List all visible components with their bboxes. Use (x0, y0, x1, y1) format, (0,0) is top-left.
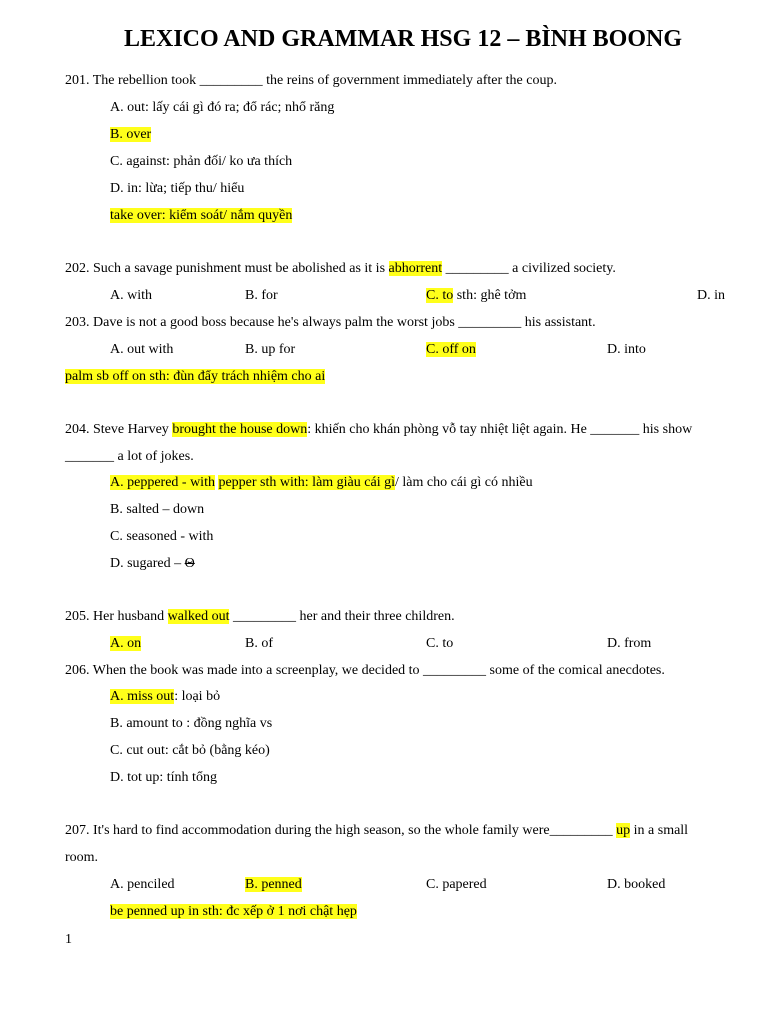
q207-option-b: B. penned (245, 877, 302, 892)
q205-stem: 205. Her husband walked out _________ her and their three children. (65, 609, 455, 624)
q207-stem-line2: room. (65, 850, 99, 865)
q206-option-c: C. cut out: cắt bỏ (bằng kéo) (110, 743, 270, 758)
q207-note: be penned up in sth: đc xếp ở 1 nơi chật hẹp (110, 904, 357, 919)
q204-option-a: A. peppered - with pepper sth with: làm giàu cái gì/ làm cho cái gì có nhiều (110, 475, 533, 490)
q202-stem: 202. Such a savage punishment must be abolished as it is abhorrent _________ a civilized society. (65, 261, 616, 276)
q203-option-b: B. up for (245, 342, 296, 357)
q207-stem-line1: 207. It's hard to find accommodation during the high season, so the whole family were_________ up in a small (65, 823, 689, 838)
q201-stem: 201. The rebellion took _________ the reins of government immediately after the coup. (65, 73, 557, 88)
q204-stem-line1: 204. Steve Harvey brought the house down: khiến cho khán phòng vỗ tay nhiệt liệt again. He _______ his show (65, 422, 693, 437)
q206-option-a: A. miss out: loại bỏ (110, 689, 221, 704)
q203-stem: 203. Dave is not a good boss because he's always palm the worst jobs _________ his assistant. (65, 315, 596, 330)
q204-stem-highlight: brought the house down (172, 422, 308, 437)
q203-option-c: C. off on (426, 342, 476, 357)
q207-option-a: A. penciled (110, 877, 175, 892)
q203-note: palm sb off on sth: đùn đẩy trách nhiệm cho ai (65, 369, 326, 384)
page-title: LEXICO AND GRAMMAR HSG 12 – BÌNH BOONG (123, 26, 683, 52)
q205-option-a: A. on (110, 636, 142, 651)
q201-option-a: A. out: lấy cái gì đó ra; đổ rác; nhổ răng (110, 100, 335, 115)
q205-option-c: C. to (426, 636, 454, 651)
q205-option-d: D. from (607, 636, 652, 651)
q207-stem-highlight: up (616, 823, 631, 838)
q203-option-a: A. out with (110, 342, 174, 357)
page-number: 1 (65, 932, 72, 947)
q206-stem: 206. When the book was made into a screenplay, we decided to _________ some of the comical anecdotes. (65, 663, 665, 678)
q204-option-b: B. salted – down (110, 502, 205, 517)
q202-option-d: D. in (697, 288, 725, 303)
q206-option-d: D. tot up: tính tổng (110, 770, 217, 785)
q204-stem-line2: _______ a lot of jokes. (65, 449, 194, 464)
q207-option-c: C. papered (426, 877, 487, 892)
q204-strike-symbol: Θ (184, 556, 195, 571)
q204-option-d: D. sugared – Θ (110, 556, 195, 571)
q202-option-c: C. to sth: ghê tởm (426, 288, 527, 303)
q203-option-d: D. into (607, 342, 646, 357)
q201-note: take over: kiểm soát/ nắm quyền (110, 208, 293, 223)
q202-option-b: B. for (245, 288, 278, 303)
q204-option-c: C. seasoned - with (110, 529, 214, 544)
q201-option-d: D. in: lừa; tiếp thu/ hiểu (110, 181, 245, 196)
q205-stem-highlight: walked out (167, 609, 230, 624)
q205-option-b: B. of (245, 636, 273, 651)
q201-option-c: C. against: phản đối/ ko ưa thích (110, 154, 293, 169)
q206-option-b: B. amount to : đồng nghĩa vs (110, 716, 273, 731)
q207-option-d: D. booked (607, 877, 666, 892)
q202-option-a: A. with (110, 288, 152, 303)
q202-stem-highlight: abhorrent (388, 261, 443, 276)
q201-option-b: B. over (110, 127, 152, 142)
